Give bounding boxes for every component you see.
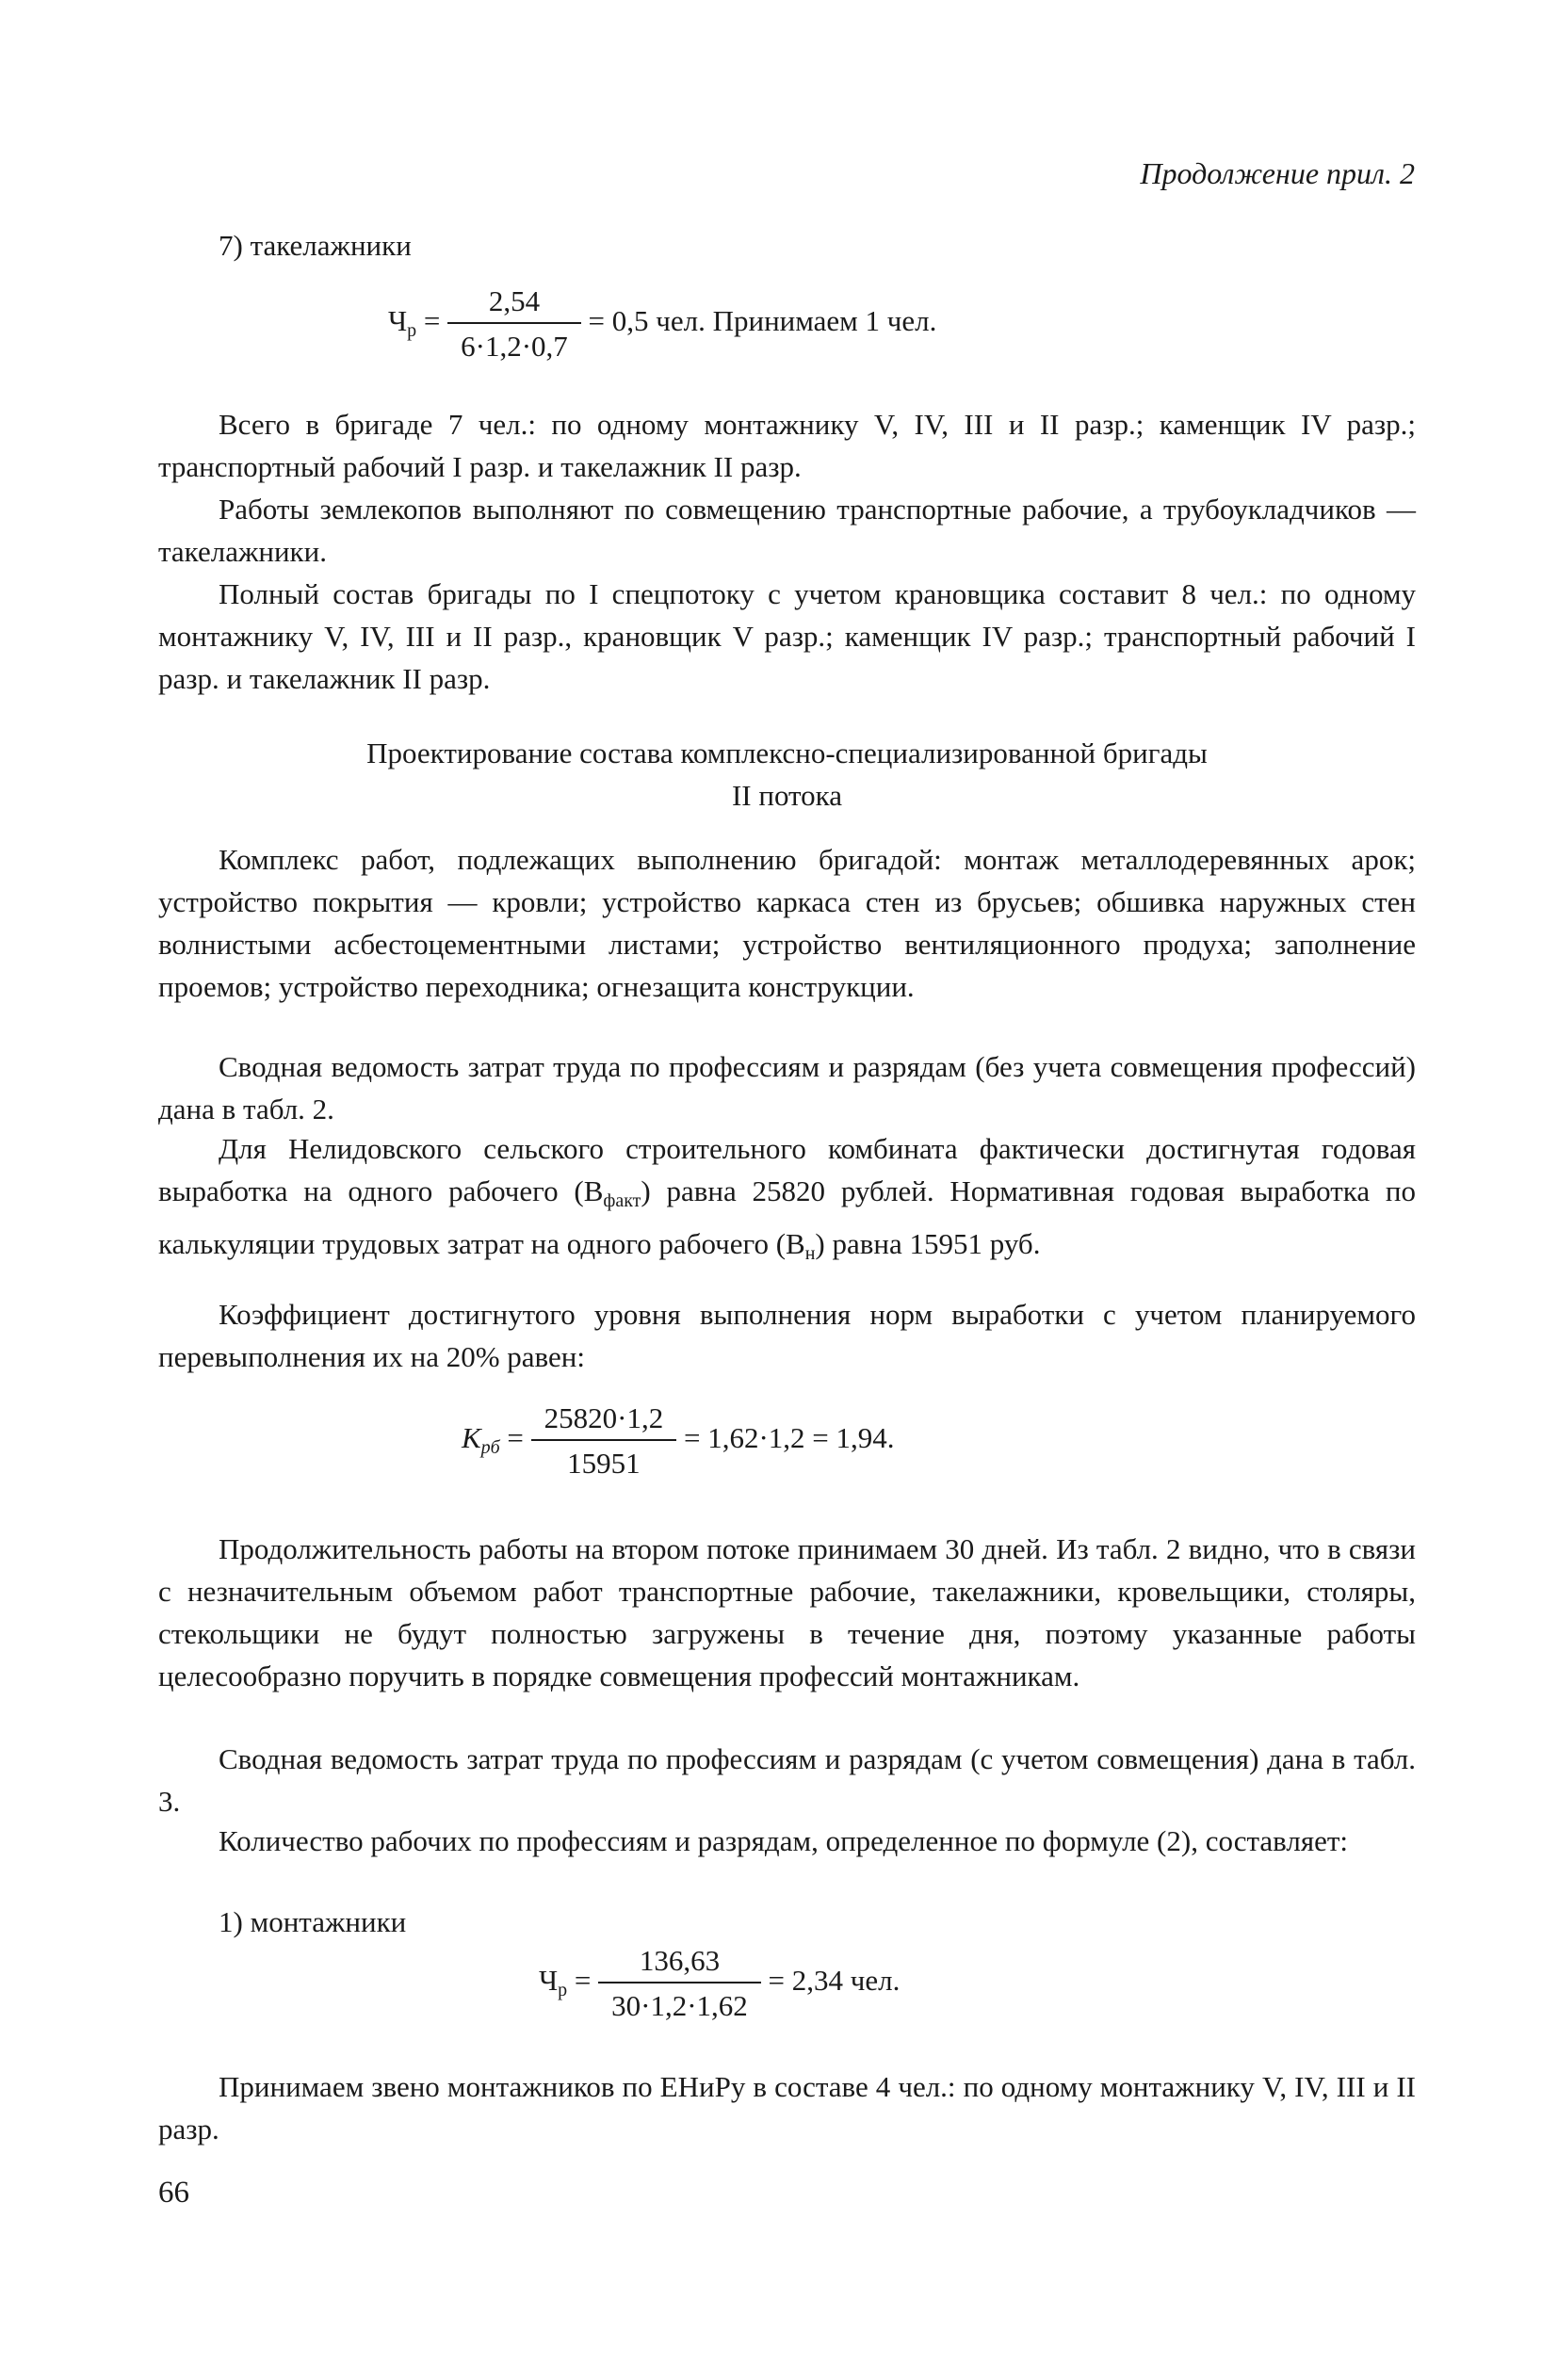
fraction-denominator: 15951 [567,1447,641,1480]
paragraph: Количество рабочих по профессиям и разрядам, определенное по формуле (2), составляет: [219,1824,1349,1857]
fraction-denominator: 30·1,2·1,62 [611,1989,748,2022]
subscript: н [804,1243,816,1264]
section-heading-line2: II потока [731,779,843,812]
page-number: 66 [158,2176,189,2210]
formula-subscript: р [558,1980,568,2001]
formula-eq: = [423,304,441,338]
subscript: факт [603,1190,641,1211]
formula-eq: = [507,1421,524,1455]
paragraph: Полный состав бригады по I спецпотоку с учетом крановщика составит 8 чел.: по одному монтажнику V, IV, III и II разр., крановщик V разр.; каменщик IV разр.; транспортный рабочий I разр. и такелажник II разр. [158,577,1416,695]
paragraph: Всего в бригаде 7 чел.: по одному монтажнику V, IV, III и II разр.; каменщик IV разр.; транспортный рабочий I разр. и такелажник II разр. [158,408,1416,483]
fraction-numerator: 2,54 [488,284,541,317]
paragraph: Принимаем звено монтажников по ЕНиРу в составе 4 чел.: по одному монтажнику V, IV, III и II разр. [158,2070,1416,2145]
formula-fitters [539,1944,900,2023]
paragraph: Комплекс работ, подлежащих выполнению бригадой: монтаж металлодеревянных арок; устройство покрытия — кровли; устройство каркаса стен из брусьев; обшивка наружных стен волнистыми асбестоцементными листами; устройство вентиляционного продуха; заполнение проемов; устройство переходника; огнезащита конструкции. [158,843,1416,1003]
paragraph: Продолжительность работы на втором потоке принимаем 30 дней. Из табл. 2 видно, что в связи с незначительным объемом работ транспортные рабочие, такелажники, кровельщики, столяры, стекольщики не будут полностью загружены в течение дня, поэтому указанные работы целесообразно поручить в порядке совмещения профессий монтажникам. [158,1532,1416,1692]
formula-fraction [447,284,581,364]
fraction-numerator: 136,63 [639,1944,721,1977]
formula-symbol: К [462,1421,481,1455]
text-run: ) равна 25820 рублей. Нормативная годовая выработка по калькуляции трудовых затрат на одного рабочего (В [158,1174,1416,1260]
formula-lhs [539,1964,568,2001]
fraction-denominator: 6·1,2·0,7 [461,330,568,363]
formula-lhs [462,1421,500,1459]
paragraph: Сводная ведомость затрат труда по профессиям и разрядам (с учетом совмещения) дана в табл. 3. [158,1742,1416,1818]
item-1-label: 1) монтажники [219,1905,407,1938]
paragraph: Сводная ведомость затрат труда по профессиям и разрядам (без учета совмещения профессий) дана в табл. 2. [158,1050,1416,1125]
paragraph-vfakt [158,1127,1416,1275]
fraction-numerator: 25820·1,2 [544,1401,664,1434]
text-run: ) равна 15951 руб. [815,1227,1041,1260]
item-7-label: 7) такелажники [219,229,412,262]
formula-fraction [531,1401,677,1481]
formula-fraction [598,1944,761,2023]
formula-result: = 0,5 чел. Принимаем 1 чел. [588,304,937,338]
continuation-header: Продолжение прил. 2 [1140,156,1415,190]
paragraph: Работы землекопов выполняют по совмещению транспортные рабочие, а трубоукладчиков — такелажники. [158,493,1416,568]
formula-eq: = [574,1964,592,1998]
text-run: Для Нелидовского сельского строительного комбината фактически достигнутая годовая выработка на одного рабочего (В [158,1132,1416,1207]
formula-subscript: рб [480,1437,500,1459]
formula-subscript: р [407,320,417,342]
formula-result: = 2,34 чел. [768,1964,901,1998]
formula-riggers [388,284,936,364]
formula-symbol: Ч [539,1964,559,1998]
section-heading-line1: Проектирование состава комплексно-специализированной бригады [366,737,1208,769]
paragraph: Коэффициент достигнутого уровня выполнения норм выработки с учетом планируемого перевыполнения их на 20% равен: [158,1298,1416,1373]
formula-coefficient [462,1401,895,1481]
formula-symbol: Ч [388,304,408,338]
formula-result: = 1,62·1,2 = 1,94. [683,1421,895,1455]
formula-lhs [388,304,417,342]
